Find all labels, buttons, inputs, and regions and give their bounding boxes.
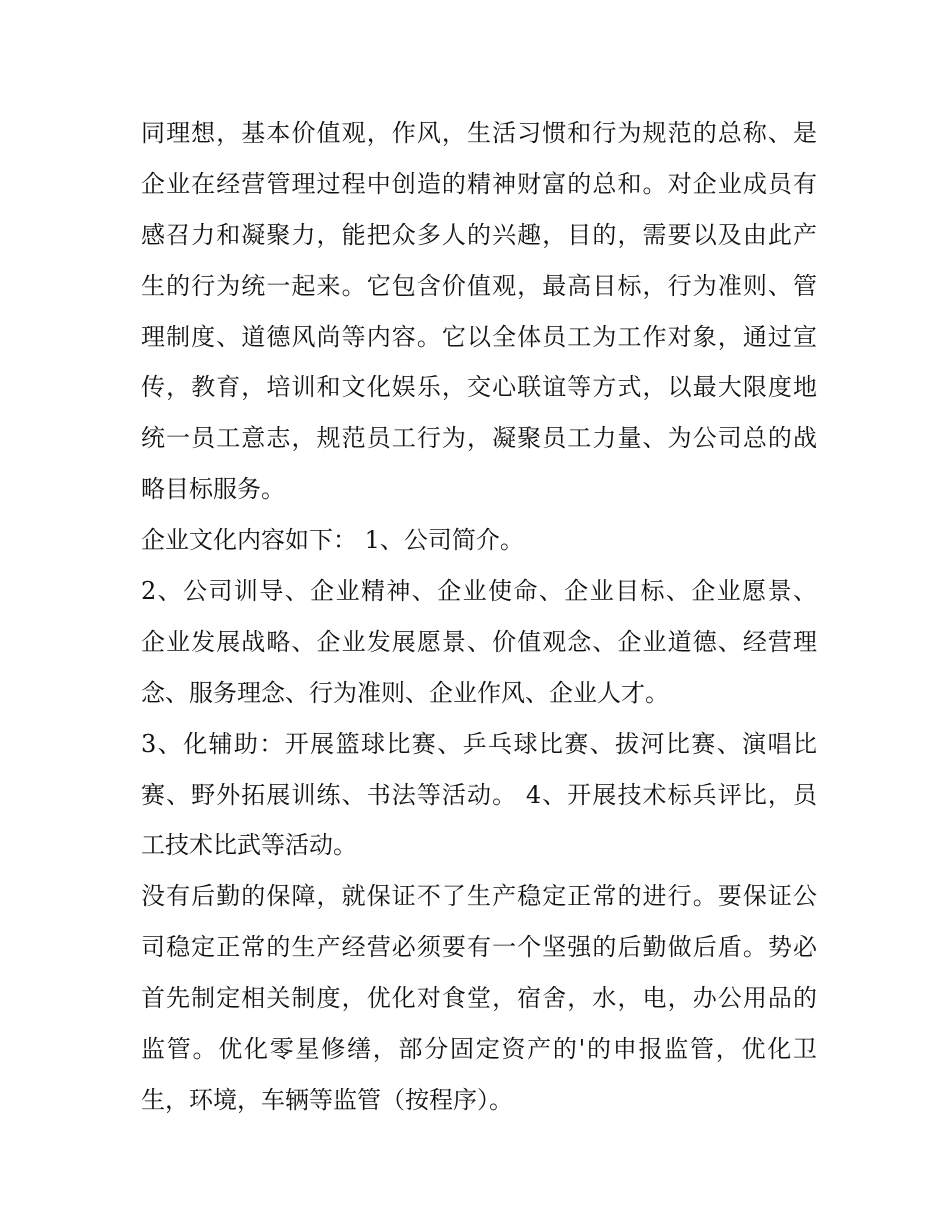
text-line: 3、化辅助：开展篮球比赛、乒乓球比赛、拔河比赛、演唱比 bbox=[141, 729, 817, 758]
text-line: 司稳定正常的生产经营必须要有一个坚强的后勤做后盾。势必 bbox=[141, 933, 817, 962]
document-body bbox=[141, 108, 817, 1126]
text-line: 传，教育，培训和文化娱乐，交心联谊等方式，以最大限度地 bbox=[141, 373, 817, 402]
text-line: 念、服务理念、行为准则、企业作风、企业人才。 bbox=[141, 678, 669, 707]
text-line: 生，环境，车辆等监管（按程序）。 bbox=[141, 1085, 513, 1114]
text-line: 略目标服务。 bbox=[141, 475, 285, 504]
text-line: 感召力和凝聚力，能把众多人的兴趣，目的，需要以及由此产 bbox=[141, 220, 817, 249]
paragraph-culture-contents-intro bbox=[141, 515, 817, 566]
text-line: 没有后勤的保障，就保证不了生产稳定正常的进行。要保证公 bbox=[141, 882, 817, 911]
text-line: 监管。优化零星修缮，部分固定资产的'的申报监管，优化卫 bbox=[141, 1035, 817, 1064]
text-line: 赛、野外拓展训练、书法等活动。 4、开展技术标兵评比，员 bbox=[141, 780, 817, 809]
text-line: 2、公司训导、企业精神、企业使命、企业目标、企业愿景、 bbox=[141, 577, 817, 606]
text-line: 企业发展战略、企业发展愿景、价值观念、企业道德、经营理 bbox=[141, 627, 817, 656]
text-line: 首先制定相关制度，优化对食堂，宿舍，水，电，办公用品的 bbox=[141, 984, 817, 1013]
text-line: 工技术比武等活动。 bbox=[141, 831, 357, 860]
paragraph-corporate-culture-definition bbox=[141, 108, 817, 515]
text-line: 统一员工意志，规范员工行为，凝聚员工力量、为公司总的战 bbox=[141, 424, 817, 453]
paragraph-item-2 bbox=[141, 566, 817, 719]
text-line: 企业文化内容如下： 1、公司简介。 bbox=[141, 526, 524, 555]
paragraph-item-3 bbox=[141, 719, 817, 872]
text-line: 生的行为统一起来。它包含价值观，最高目标，行为准则、管 bbox=[141, 271, 817, 300]
text-line: 企业在经营管理过程中创造的精神财富的总和。对企业成员有 bbox=[141, 169, 817, 198]
paragraph-logistics bbox=[141, 871, 817, 1125]
text-line: 理制度、道德风尚等内容。它以全体员工为工作对象，通过宣 bbox=[141, 322, 817, 351]
text-line: 同理想，基本价值观，作风，生活习惯和行为规范的总称、是 bbox=[141, 119, 817, 147]
